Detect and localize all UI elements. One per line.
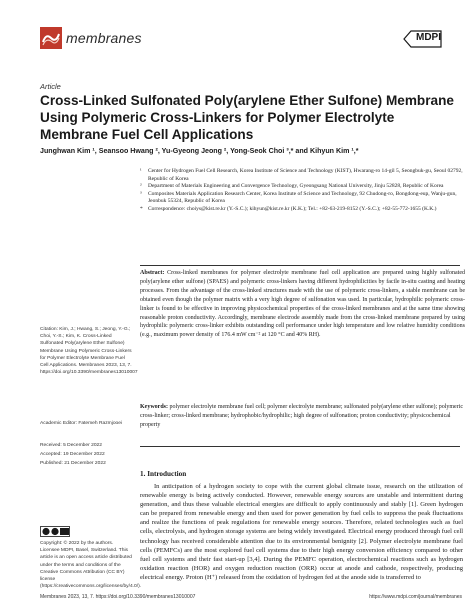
journal-name[interactable]: membranes	[66, 30, 142, 46]
footer-journal-link[interactable]: https://www.mdpi.com/journal/membranes	[369, 594, 462, 600]
affiliation-number: ²	[140, 183, 142, 190]
cc-license-icon[interactable]	[40, 526, 70, 537]
keywords-label: Keywords:	[140, 404, 168, 410]
abstract-label: Abstract:	[140, 270, 165, 276]
affiliation-number: ¹	[140, 168, 142, 174]
article-type: Article	[40, 82, 61, 91]
affiliation-text: Correspondence: choiys@kist.re.kr (Y.-S.C.); kihyun@kist.re.kr (K.K.); Tel.: +82-63-219-8152 (Y.-S.C.); +82-55-772-1655 (K.K.)	[148, 205, 437, 212]
keywords-text: polymer electrolyte membrane fuel cell; polymer electrolyte membrane; sulfonated poly(arylene ether sulfone); polymeric cross-linker; cross-linked membrane; hydrophobic/hydrophilic; high degree of sulfonation; proton conductivity; physicochemical property	[140, 404, 464, 428]
publisher-name: MDPI	[416, 32, 441, 43]
citation-block: Citation: Kim, J.; Hwang, S.; Jeong, Y.-G.; Choi, Y.-S.; Kim, K. Cross-Linked Sulfonated Poly(arylene Ether Sulfone) Membrane Using Polymeric Cross-Linkers for Polymer Electrolyte Membrane Fuel Cell Applications. Membranes 2023, 13, 7. https://doi.org/10.3390/membranes13010007	[40, 327, 138, 376]
affiliation-item	[140, 168, 465, 183]
journal-logo-icon	[40, 27, 62, 49]
affiliation-text: Department of Materials Engineering and Convergence Technology, Gyeongsang National University, Jinju 52828, Republic of Korea	[148, 183, 444, 190]
affiliation-number: ³	[140, 190, 142, 197]
footer-citation[interactable]: Membranes 2023, 13, 7. https://doi.org/10.3390/membranes13010007	[40, 594, 196, 600]
academic-editor: Academic Editor: Fatemeh Razmjooei	[40, 421, 123, 426]
keywords-bottom-rule	[140, 446, 460, 447]
abstract	[140, 269, 465, 340]
abstract-top-rule	[140, 265, 460, 266]
affiliation-item	[140, 191, 465, 206]
author-list: Junghwan Kim ¹, Seansoo Hwang ², Yu-Gyeong Jeong ², Yong-Seok Choi ³,* and Kihyun Kim ¹,*	[40, 147, 359, 155]
affiliation-number: *	[140, 205, 143, 212]
affiliation-item	[140, 206, 465, 214]
received-date: Received: 5 December 2022	[40, 443, 102, 448]
intro-paragraph: In anticipation of a hydrogen society to cope with the current global climate issue, research on the utilization of renewable energy is being actively conducted. However, renewable energy sources are unstable and intermittent during generation, and thus these valuable electrical energies are difficult to apply continuously and stably [1]. Green hydrogen can be prepared from renewable energy and then used for power generation by fuel cells to suppress the peak fluctuations and realize the functions of peak regulations for renewable energy sources. Therefore, related technologies such as fuel cells, electrolysis, and hydrogen storage systems are being widely investigated. Electrical energy produced through fuel cell technology has received considerable attention due to its environmental benignity [2]. Polymer electrolyte membrane fuel cells (PEMFCs) are the most explored fuel cell systems due to their high energy conversion efficiency compared to other fuel cell systems and their fast start-up [3,4]. During the PEMFC operation, electrochemical reactions such as hydrogen oxidation reaction (HOR) and oxygen reduction reaction (ORR) occur at anode and cathode, respectively, producing electrical energy. Proton (H⁺) released from the oxidation of hydrogen fed at the anode side is transferred to	[140, 483, 463, 581]
article-title: Cross-Linked Sulfonated Poly(arylene Ether Sulfone) Membrane Using Polymeric Cross-Linkers for Polymer Electrolyte Membrane Fuel Cell Applications	[40, 93, 454, 142]
affiliations	[140, 168, 465, 214]
keywords	[140, 403, 465, 430]
published-date: Published: 21 December 2022	[40, 461, 106, 466]
accepted-date: Accepted: 19 December 2022	[40, 452, 105, 457]
copyright-notice: Copyright: © 2022 by the authors. Licensee MDPI, Basel, Switzerland. This article is an open access article distributed under the terms and conditions of the Creative Commons Attribution (CC BY) license (https://creativecommons.org/licenses/by/4.0/).	[40, 541, 142, 590]
affiliation-text: Center for Hydrogen Fuel Cell Research, Korea Institute of Science and Technology (KIST), Hwarang-ro 14-gil 5, Seongbuk-gu, Seoul 02792, Republic of Korea	[148, 168, 463, 182]
affiliation-item	[140, 183, 465, 191]
section-heading: 1. Introduction	[140, 470, 187, 478]
affiliation-text: Composites Materials Application Research Center, Korea Institute of Science and Technology, 92 Chudong-ro, Bongdong-eup, Wanju-gun, Jeonbuk 55324, Republic of Korea	[148, 190, 457, 205]
introduction-body	[140, 482, 463, 582]
abstract-text: Cross-linked membranes for polymer electrolyte membrane fuel cell application are prepared using highly sulfonated poly(arylene ether sulfone) (SPAES) and polymeric cross-linkers having different hydrophilicities by facile in-situ casting and heating processes. From the advantage of the cross-linked structures made with the use of polymeric cross-linkers, a stable membrane can be obtained even though the polymer matrix with a very high degree of sulfonation was used. In particular, hydrophilic polymeric cross-linker is found to be effective in improving physicochemical properties of the cross-linked membranes and at the same time showing reasonable proton conductivity. Accordingly, membrane electrode assembly made from the cross-linked membrane prepared by using hydrophilic polymeric cross-linker exhibits outstanding cell performance under high temperature and low relative humidity conditions (e.g., maximum power density of 176.4 mW cm⁻² at 120 °C and 40% RH).	[140, 270, 465, 339]
